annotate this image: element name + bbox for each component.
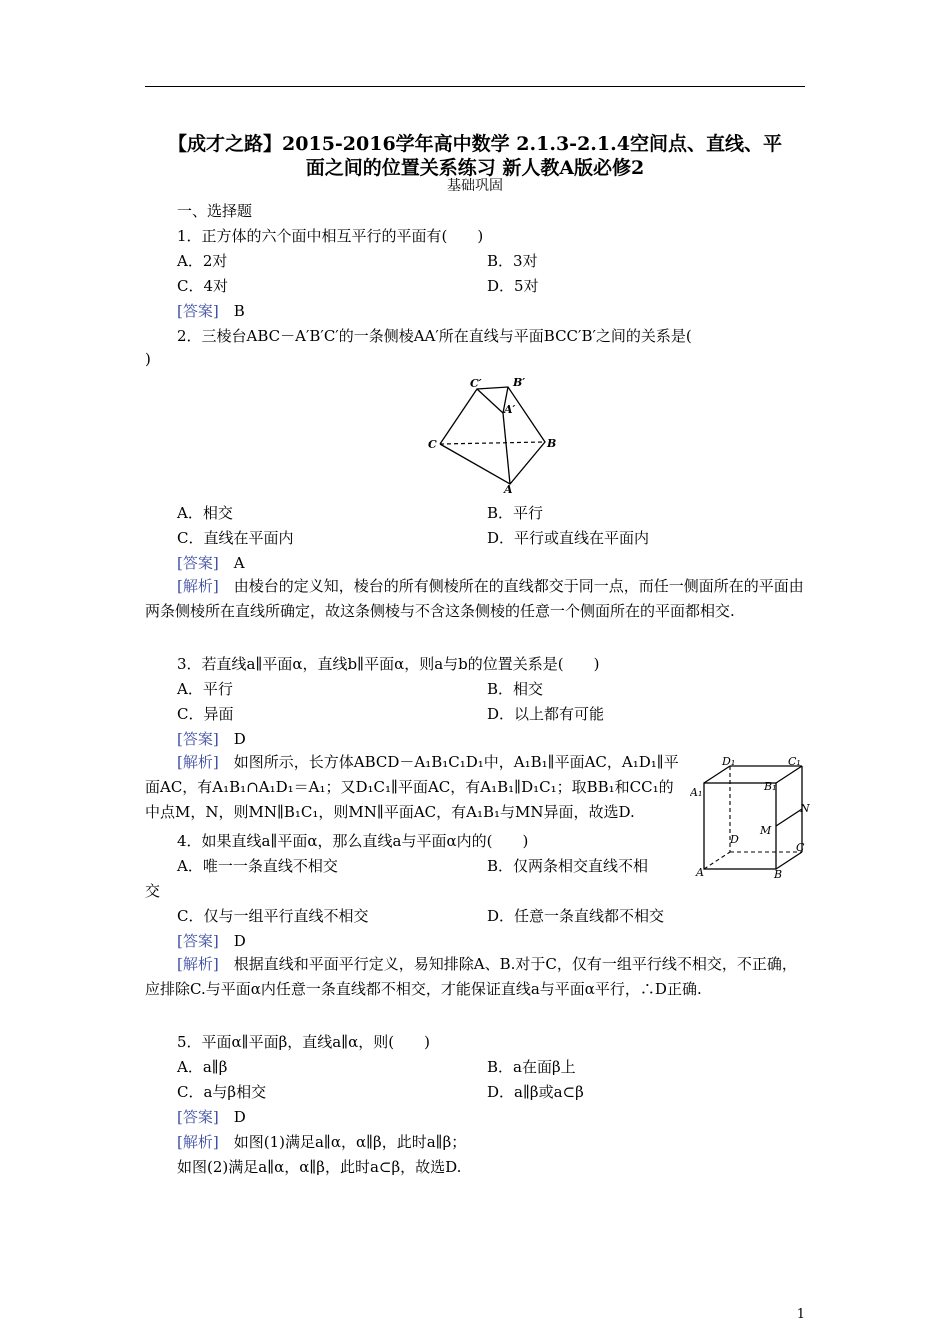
q3-analysis-paragraph (145, 750, 685, 825)
q4-option-a: A．唯一一条直线不相交 (177, 857, 338, 875)
q2-analysis-paragraph (145, 574, 807, 624)
q5-answer: D (233, 1108, 246, 1126)
doc-title-line2: 面之间的位置关系练习 新人教A版必修2 (305, 157, 645, 179)
q3-answer-row (177, 728, 246, 749)
q2-analysis-tag: [解析] (177, 577, 219, 595)
q2-option-a: A．相交 (177, 504, 233, 522)
q4-option-c: C．仅与一组平行直线不相交 (177, 907, 369, 925)
q2-option-b: B．平行 (487, 504, 544, 522)
q3-analysis-tag: [解析] (177, 753, 219, 771)
q5-analysis-line1: 如图(1)满足a∥α，α∥β，此时a∥β； (233, 1133, 467, 1151)
q4-option-d: D．任意一条直线都不相交 (487, 907, 665, 925)
page-number: 1 (796, 1307, 805, 1322)
q2-answer-tag: [答案] (177, 554, 219, 572)
q3-option-b: B．相交 (487, 680, 544, 698)
q1-option-d: D．5对 (487, 277, 539, 295)
frustum-label-b: B (547, 437, 557, 450)
doc-title-line1: 【成才之路】2015-2016学年高中数学 2.1.3-2.1.4空间点、直线、平 (168, 133, 782, 155)
q5-answer-row (177, 1106, 246, 1127)
q4-answer: D (233, 932, 246, 950)
q5-option-b: B．a在面β上 (487, 1058, 576, 1076)
frustum-label-c1: C′ (470, 377, 482, 390)
frustum-label-a: A (504, 483, 513, 495)
q2-answer-row (177, 552, 245, 573)
q1-option-b: B．3对 (487, 252, 538, 270)
cuboid-label-c1: C₁ (788, 756, 801, 768)
section-heading: 一、选择题 (177, 202, 253, 220)
cuboid-label-a: A (696, 866, 704, 879)
q3-analysis: 如图所示，长方体ABCD－A₁B₁C₁D₁中，A₁B₁∥平面AC，A₁D₁∥平面AC，有A₁B₁∩A₁D₁＝A₁；又D₁C₁∥平面AC，有A₁B₁∥D₁C₁；取BB₁和CC₁的中点M，N，则MN∥B₁C₁，则MN∥平面AC，有A₁B₁与MN异面，故选D. (145, 753, 679, 821)
q5-analysis-tag: [解析] (177, 1133, 219, 1151)
q1-stem: 1．正方体的六个面中相互平行的平面有( ) (177, 227, 484, 245)
cuboid-label-b1: B₁ (764, 780, 777, 793)
q3-option-c: C．异面 (177, 705, 234, 723)
q5-stem: 5．平面α∥平面β，直线a∥α，则( ) (177, 1033, 430, 1051)
q5-analysis-line2: 如图(2)满足a∥α，α∥β，此时a⊂β，故选D. (177, 1158, 462, 1176)
q1-answer-tag: [答案] (177, 302, 219, 320)
q5-answer-tag: [答案] (177, 1108, 219, 1126)
q2-option-c: C．直线在平面内 (177, 529, 294, 547)
frustum-label-b1: B′ (513, 376, 526, 389)
cuboid-label-a1: A₁ (690, 786, 703, 799)
q3-stem: 3．若直线a∥平面α，直线b∥平面α，则a与b的位置关系是( ) (177, 655, 600, 673)
q2-analysis: 由棱台的定义知，棱台的所有侧棱所在的直线都交于同一点，而任一侧面所在的平面由两条侧棱所在直线所确定，故这条侧棱与不含这条侧棱的任意一个侧面所在的平面都相交. (145, 577, 804, 620)
cuboid-label-c: C (796, 841, 805, 854)
q4-analysis-tag: [解析] (177, 955, 219, 973)
q4-option-b-continued: 交 (145, 882, 161, 900)
q3-answer: D (233, 730, 246, 748)
q1-option-a: A．2对 (177, 252, 228, 270)
header-rule (145, 86, 805, 87)
frustum-label-a1: A′ (504, 403, 516, 416)
q2-stem-line2: ) (145, 350, 151, 368)
cuboid-label-d: D (730, 833, 739, 846)
q4-option-b: B．仅两条相交直线不相 (487, 857, 649, 875)
frustum-label-c: C (428, 438, 437, 451)
q2-answer: A (233, 554, 245, 572)
q3-answer-tag: [答案] (177, 730, 219, 748)
q3-option-d: D．以上都有可能 (487, 705, 605, 723)
q4-answer-tag: [答案] (177, 932, 219, 950)
doc-subtitle: 基础巩固 (447, 178, 503, 194)
q4-analysis: 根据直线和平面平行定义，易知排除A、B.对于C，仅有一组平行线不相交，不正确，应排除C.与平面α内任意一条直线都不相交，才能保证直线a与平面α平行，∴D正确. (145, 955, 797, 998)
q2-stem-line1: 2．三棱台ABC－A′B′C′的一条侧棱AA′所在直线与平面BCC′B′之间的关系是( (177, 327, 692, 345)
cuboid-label-m: M (760, 824, 772, 837)
q4-stem: 4．如果直线a∥平面α，那么直线a与平面α内的( ) (177, 832, 529, 850)
q3-option-a: A．平行 (177, 680, 233, 698)
q5-option-a: A．a∥β (177, 1058, 228, 1076)
q2-option-d: D．平行或直线在平面内 (487, 529, 650, 547)
q1-answer: B (233, 302, 245, 320)
frustum-figure (420, 375, 570, 495)
q4-answer-row (177, 930, 246, 951)
q5-option-d: D．a∥β或a⊂β (487, 1083, 584, 1101)
cuboid-figure (690, 756, 812, 880)
cuboid-label-b: B (774, 868, 783, 880)
q4-analysis-paragraph (145, 952, 807, 1002)
cuboid-label-d1: D₁ (722, 756, 736, 768)
cuboid-label-n: N (800, 802, 810, 815)
q1-option-c: C．4对 (177, 277, 229, 295)
q1-answer-row (177, 300, 245, 321)
q5-analysis-row (177, 1131, 466, 1152)
q5-option-c: C．a与β相交 (177, 1083, 267, 1101)
